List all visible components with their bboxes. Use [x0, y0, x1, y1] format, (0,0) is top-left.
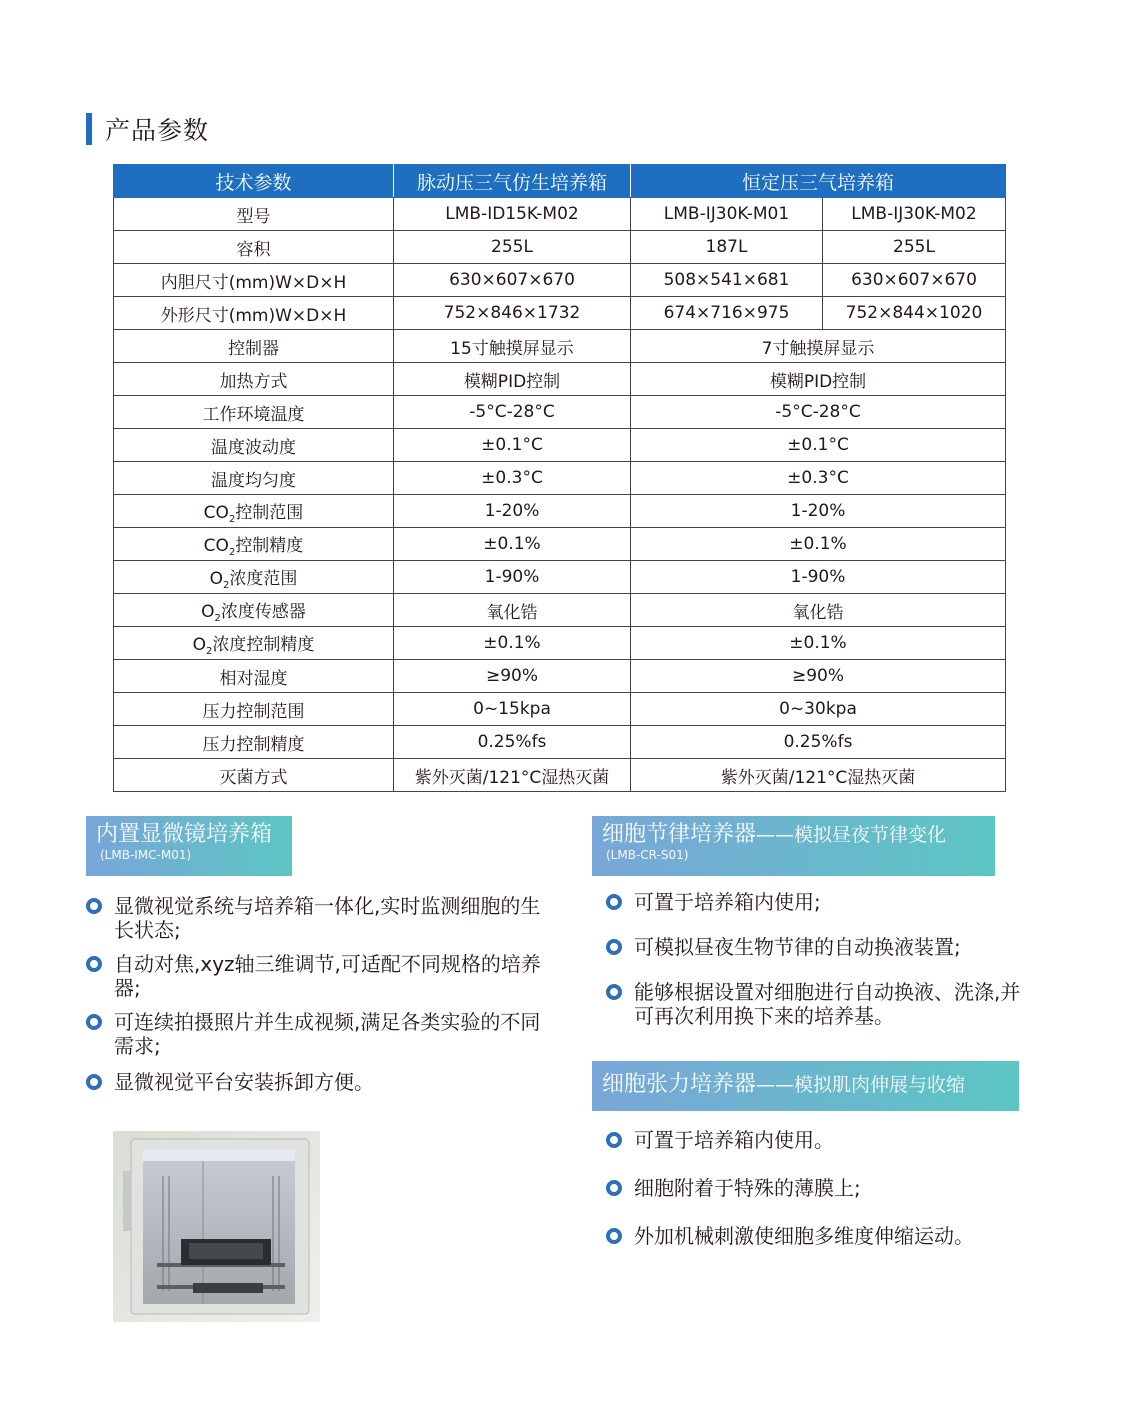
cell-constant: ±0.3°C — [631, 462, 1006, 495]
table-row — [114, 231, 1006, 264]
cell-pulse: 0~15kpa — [394, 693, 631, 726]
row-label: 外形尺寸(mm)W×D×H — [114, 297, 394, 330]
header-constant: 恒定压三气培养箱 — [631, 165, 1006, 198]
title-accent-bar — [86, 113, 92, 145]
list-item: 外加机械刺激使细胞多维度伸缩运动。 — [606, 1224, 1066, 1248]
cell-pulse: 15寸触摸屏显示 — [394, 330, 631, 363]
cell-constant-m02: 255L — [823, 231, 1006, 264]
row-label: 灭菌方式 — [114, 759, 394, 792]
incubator-photo — [113, 1131, 320, 1322]
microscope-title: 内置显微镜培养箱 — [96, 822, 273, 847]
cell-pulse: ±0.3°C — [394, 462, 631, 495]
cell-constant: ±0.1°C — [631, 429, 1006, 462]
cell-constant: ≥90% — [631, 660, 1006, 693]
cell-constant-m01: 187L — [631, 231, 823, 264]
rhythm-subtitle: ——模拟昼夜节律变化 — [756, 824, 947, 846]
microscope-features — [86, 894, 556, 1104]
cell-constant-m02: 752×844×1020 — [823, 297, 1006, 330]
bullet-icon — [606, 939, 622, 955]
cell-pulse: 0.25%fs — [394, 726, 631, 759]
microscope-model: (LMB-IMC-M01) — [100, 848, 192, 862]
row-label: 工作环境温度 — [114, 396, 394, 429]
cell-pulse: 1-90% — [394, 561, 631, 594]
list-item: 可置于培养箱内使用; — [606, 890, 1026, 914]
cell-pulse: 1-20% — [394, 495, 631, 528]
cell-constant-m02: LMB-IJ30K-M02 — [823, 198, 1006, 231]
row-label: $CO_2$控制范围 — [114, 495, 394, 528]
cell-pulse: 752×846×1732 — [394, 297, 631, 330]
tension-features — [606, 1128, 1066, 1272]
list-item: 可置于培养箱内使用。 — [606, 1128, 1066, 1152]
table-row — [114, 528, 1006, 561]
incubator-image — [113, 1131, 320, 1322]
tension-title: 细胞张力培养器 — [602, 1072, 757, 1097]
section-title: 产品参数 — [105, 116, 210, 145]
row-label: 压力控制范围 — [114, 693, 394, 726]
cell-pulse: -5°C-28°C — [394, 396, 631, 429]
bullet-icon — [606, 894, 622, 910]
tension-subtitle: ——模拟肌肉伸展与收缩 — [756, 1074, 966, 1096]
row-label: $O_2$浓度传感器 — [114, 594, 394, 627]
table-row — [114, 627, 1006, 660]
cell-pulse: LMB-ID15K-M02 — [394, 198, 631, 231]
section-header — [86, 112, 209, 146]
list-item: 可模拟昼夜生物节律的自动换液装置; — [606, 935, 1026, 959]
row-label: $CO_2$控制精度 — [114, 528, 394, 561]
row-label: 温度波动度 — [114, 429, 394, 462]
bullet-icon — [86, 956, 102, 972]
list-item: 能够根据设置对细胞进行自动换液、洗涤,并可再次利用换下来的培养基。 — [606, 980, 1026, 1028]
table-row — [114, 198, 1006, 231]
cell-constant: -5°C-28°C — [631, 396, 1006, 429]
cell-constant-m01: LMB-IJ30K-M01 — [631, 198, 823, 231]
bullet-icon — [606, 1132, 622, 1148]
cell-pulse: 氧化锆 — [394, 594, 631, 627]
table-row — [114, 330, 1006, 363]
row-label: 内胆尺寸(mm)W×D×H — [114, 264, 394, 297]
cell-constant: 0.25%fs — [631, 726, 1006, 759]
cell-pulse: 模糊PID控制 — [394, 363, 631, 396]
table-row — [114, 495, 1006, 528]
row-label: 型号 — [114, 198, 394, 231]
bullet-icon — [606, 1228, 622, 1244]
row-label: 控制器 — [114, 330, 394, 363]
table-row — [114, 726, 1006, 759]
table-row — [114, 660, 1006, 693]
cell-pulse: 630×607×670 — [394, 264, 631, 297]
cell-constant: 紫外灭菌/121°C湿热灭菌 — [631, 759, 1006, 792]
cell-pulse: ±0.1% — [394, 528, 631, 561]
row-label: 温度均匀度 — [114, 462, 394, 495]
cell-pulse: 255L — [394, 231, 631, 264]
cell-constant: 0~30kpa — [631, 693, 1006, 726]
rhythm-features — [606, 890, 1026, 1049]
spec-table — [113, 164, 1006, 792]
cell-constant: 模糊PID控制 — [631, 363, 1006, 396]
list-item: 自动对焦,xyz轴三维调节,可适配不同规格的培养器; — [86, 952, 556, 1000]
table-header-row — [114, 165, 1006, 198]
cell-constant: 7寸触摸屏显示 — [631, 330, 1006, 363]
cell-constant-m01: 674×716×975 — [631, 297, 823, 330]
list-item: 显微视觉系统与培养箱一体化,实时监测细胞的生长状态; — [86, 894, 556, 942]
row-label: 压力控制精度 — [114, 726, 394, 759]
cell-pulse: ≥90% — [394, 660, 631, 693]
table-row — [114, 561, 1006, 594]
table-row — [114, 462, 1006, 495]
cell-pulse: ±0.1% — [394, 627, 631, 660]
bullet-icon — [606, 984, 622, 1000]
tension-tag — [592, 1061, 1019, 1111]
rhythm-model: (LMB-CR-S01) — [606, 848, 689, 862]
cell-constant-m01: 508×541×681 — [631, 264, 823, 297]
cell-constant: ±0.1% — [631, 627, 1006, 660]
list-item: 显微视觉平台安装拆卸方便。 — [86, 1070, 556, 1094]
table-row — [114, 264, 1006, 297]
list-item: 可连续拍摄照片并生成视频,满足各类实验的不同需求; — [86, 1010, 556, 1058]
bullet-icon — [606, 1180, 622, 1196]
cell-constant: 氧化锆 — [631, 594, 1006, 627]
table-row — [114, 363, 1006, 396]
row-label: 容积 — [114, 231, 394, 264]
cell-constant: 1-20% — [631, 495, 1006, 528]
rhythm-tag — [592, 816, 995, 876]
table-row — [114, 693, 1006, 726]
cell-constant-m02: 630×607×670 — [823, 264, 1006, 297]
cell-pulse: 紫外灭菌/121°C湿热灭菌 — [394, 759, 631, 792]
row-label: $O_2$浓度范围 — [114, 561, 394, 594]
rhythm-title: 细胞节律培养器 — [602, 822, 757, 847]
cell-constant: 1-90% — [631, 561, 1006, 594]
table-row — [114, 429, 1006, 462]
table-row — [114, 297, 1006, 330]
cell-constant: ±0.1% — [631, 528, 1006, 561]
row-label: $O_2$浓度控制精度 — [114, 627, 394, 660]
row-label: 相对湿度 — [114, 660, 394, 693]
header-param: 技术参数 — [114, 165, 394, 198]
row-label: 加热方式 — [114, 363, 394, 396]
bullet-icon — [86, 1014, 102, 1030]
header-pulse: 脉动压三气仿生培养箱 — [394, 165, 631, 198]
table-row — [114, 396, 1006, 429]
list-item: 细胞附着于特殊的薄膜上; — [606, 1176, 1066, 1200]
table-row — [114, 759, 1006, 792]
bullet-icon — [86, 1074, 102, 1090]
bullet-icon — [86, 898, 102, 914]
table-row — [114, 594, 1006, 627]
microscope-tag — [86, 816, 292, 876]
cell-pulse: ±0.1°C — [394, 429, 631, 462]
